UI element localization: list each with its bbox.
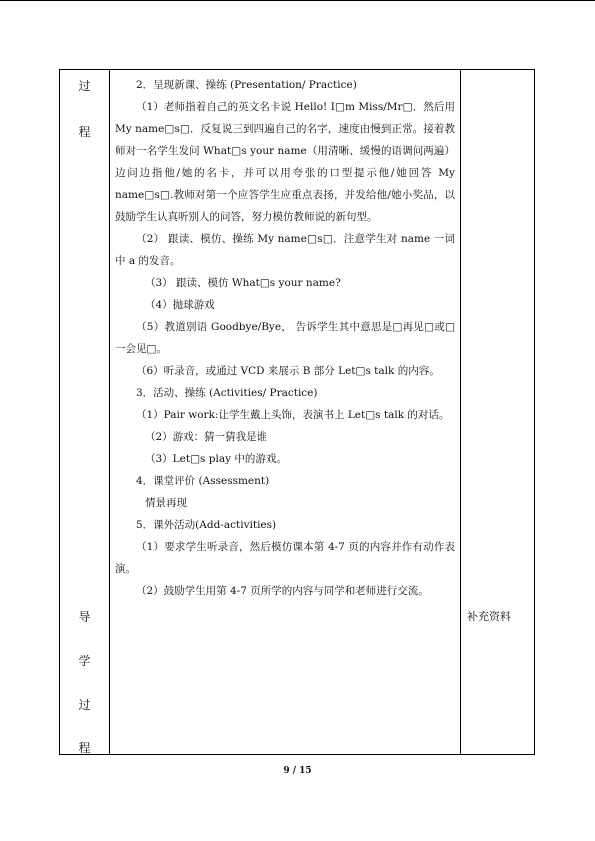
paragraph: （2）鼓励学生用第 4-7 页所学的内容与同学和老师进行交流。	[136, 585, 429, 597]
column-divider-right	[460, 70, 461, 754]
row-label-char: 过	[78, 79, 91, 93]
paragraph: （1）老师指着自己的英文名卡说 Hello! I□m Miss/Mr□．然后用 My name□s□．反复说三到四遍自己的名字，速度由慢到正常。接着教师对一名学生发问 What□s your name（用清晰、缓慢的语调问两遍）边问边指他/她的名卡，并可以用夸张的口型提示他/她回答 My name□s□.教师对第一个应答学生应重点表扬，并发给他/她小奖品，以鼓励学生认真听别人的问答，努力模仿教师说的新句型。	[115, 101, 455, 223]
paragraph: （2） 跟读、模仿、操练 My name□s□．注意学生对 name 一词中 a 的发音。	[115, 233, 455, 267]
paragraph: （1）要求学生听录音，然后模仿课本第 4-7 页的内容并作有动作表演。	[115, 541, 455, 575]
row-label-char: 过	[78, 698, 91, 712]
row-label-char: 程	[78, 741, 91, 755]
row-label-char: 程	[78, 125, 91, 139]
row-label-char: 导	[78, 610, 91, 624]
section-heading: 3．活动、操练 (Activities/ Practice)	[136, 387, 318, 399]
row-label-char: 学	[78, 654, 91, 668]
section-heading: 5．课外活动(Add-activities)	[136, 519, 277, 531]
paragraph: （5）教道别语 Goodbye/Bye， 告诉学生其中意思是□再见□或□一会见□。	[115, 321, 455, 355]
lesson-content	[115, 74, 455, 602]
paragraph: （2）游戏：猜一猜我是谁	[145, 431, 268, 443]
paragraph: （3）Let□s play 中的游戏。	[145, 453, 287, 465]
page-top-rule	[0, 0, 595, 1]
paragraph: （4）抛球游戏	[145, 299, 215, 311]
paragraph: 情景再现	[145, 497, 187, 509]
paragraph: （1）Pair work:让学生戴上头饰，表演书上 Let□s talk 的对话。	[136, 409, 450, 421]
section-heading: 4．课堂评价 (Assessment)	[136, 475, 270, 487]
section-heading: 2．呈现新课、操练 (Presentation/ Practice)	[136, 79, 357, 91]
supplementary-materials-note: 补充资料	[467, 610, 511, 623]
column-divider-left	[109, 70, 110, 754]
paragraph: （3） 跟读、模仿 What□s your name?	[145, 277, 341, 289]
paragraph: （6）听录音，或通过 VCD 来展示 B 部分 Let□s talk 的内容。	[136, 365, 440, 377]
lesson-table	[59, 69, 535, 755]
page-number: 9 / 15	[283, 766, 312, 776]
